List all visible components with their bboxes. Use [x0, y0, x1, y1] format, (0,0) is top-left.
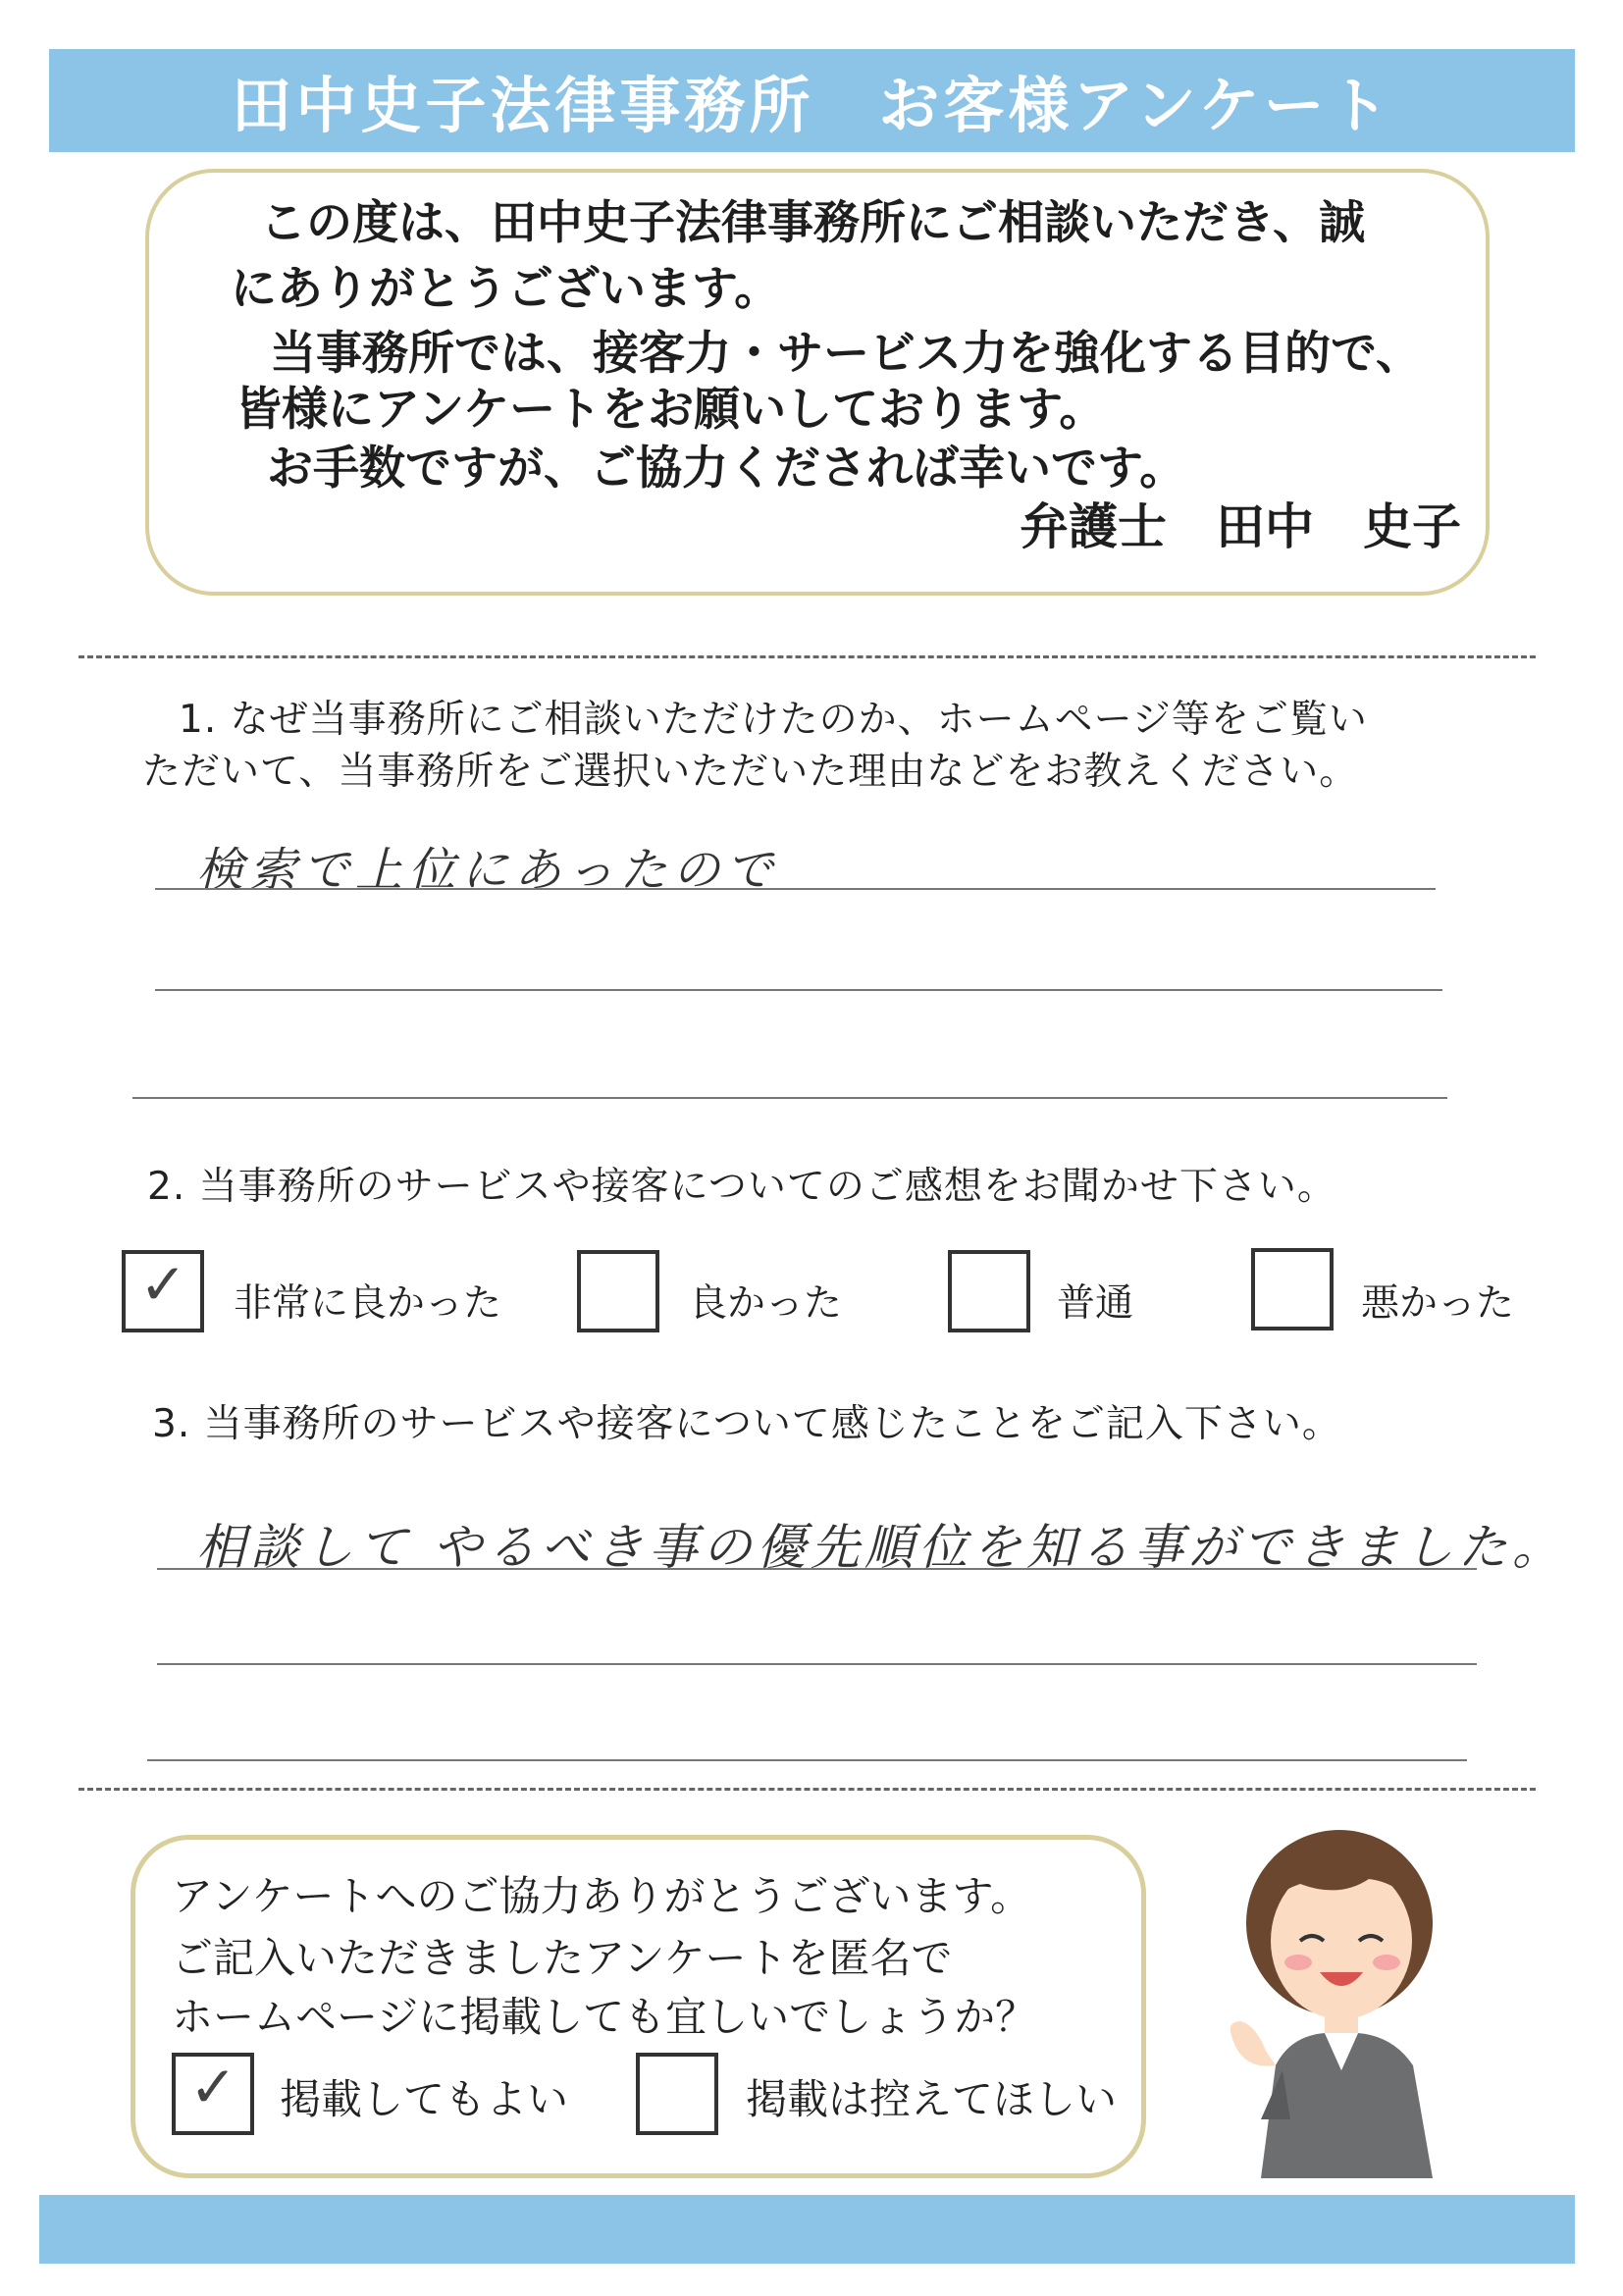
answer-line: [155, 888, 1436, 890]
check-mark-icon: ✓: [139, 1251, 187, 1318]
footer-banner: [39, 2195, 1575, 2264]
question-2: 2. 当事務所のサービスや接客についてのご感想をお聞かせ下さい。: [147, 1165, 1336, 1209]
page-title: 田中史子法律事務所 お客様アンケート: [231, 70, 1393, 141]
intro-line-4: 皆様にアンケートをお願いしております。: [236, 383, 1106, 437]
answer-3[interactable]: 相談して やるべき事の優先順位を知る事ができました。: [196, 1519, 1566, 1576]
intro-line-3: 当事務所では、接客力・サービス力を強化する目的で、: [270, 327, 1423, 381]
section-divider-bottom: [79, 1788, 1536, 1791]
question-3: 3. 当事務所のサービスや接客について感じたことをご記入下さい。: [152, 1402, 1341, 1446]
option-label-publish-decline: 掲載は控えてほしい: [746, 2075, 1118, 2123]
checkbox-bad[interactable]: [1251, 1248, 1334, 1331]
thanks-line-3: ホームページに掲載しても宜しいでしょうか？: [172, 1993, 1037, 2041]
answer-line: [157, 1568, 1477, 1570]
intro-line-5: お手数ですが、ご協力くだされば幸いです。: [267, 442, 1186, 496]
answer-line: [147, 1759, 1467, 1761]
question-1-line-1: 1. なぜ当事務所にご相談いただけたのか、ホームページ等をご覧い: [179, 698, 1368, 742]
intro-line-1: この度は、田中史子法律事務所にご相談いただき、誠: [260, 196, 1366, 250]
option-label-normal: 普通: [1057, 1281, 1134, 1326]
checkbox-publish-ok[interactable]: [172, 2053, 254, 2135]
checkbox-good[interactable]: [577, 1250, 659, 1332]
checkbox-publish-decline[interactable]: [636, 2053, 718, 2135]
option-label-good: 良かった: [689, 1281, 843, 1326]
answer-line: [132, 1097, 1447, 1099]
option-label-bad: 悪かった: [1361, 1281, 1515, 1326]
answer-line: [157, 1663, 1477, 1665]
section-divider-top: [79, 655, 1536, 658]
answer-1[interactable]: 検索で上位にあったので: [196, 843, 779, 898]
checkbox-normal[interactable]: [948, 1250, 1030, 1332]
question-1-line-2: ただいて、当事務所をご選択いただいた理由などをお教えください。: [142, 750, 1359, 794]
option-label-very-good: 非常に良かった: [234, 1281, 502, 1326]
check-mark-icon: ✓: [189, 2054, 237, 2120]
signature: 弁護士 田中 史子: [1020, 498, 1461, 555]
title-banner: [49, 49, 1575, 152]
checkbox-very-good[interactable]: [122, 1250, 204, 1332]
staff-illustration: [1222, 1825, 1477, 2178]
intro-line-2: にありがとうございます。: [231, 262, 781, 316]
option-label-publish-ok: 掲載してもよい: [280, 2075, 569, 2123]
thanks-line-1: アンケートへのご協力ありがとうございます。: [172, 1872, 1032, 1920]
thanks-line-2: ご記入いただきましたアンケートを匿名で: [172, 1934, 953, 1982]
answer-line: [155, 989, 1442, 991]
